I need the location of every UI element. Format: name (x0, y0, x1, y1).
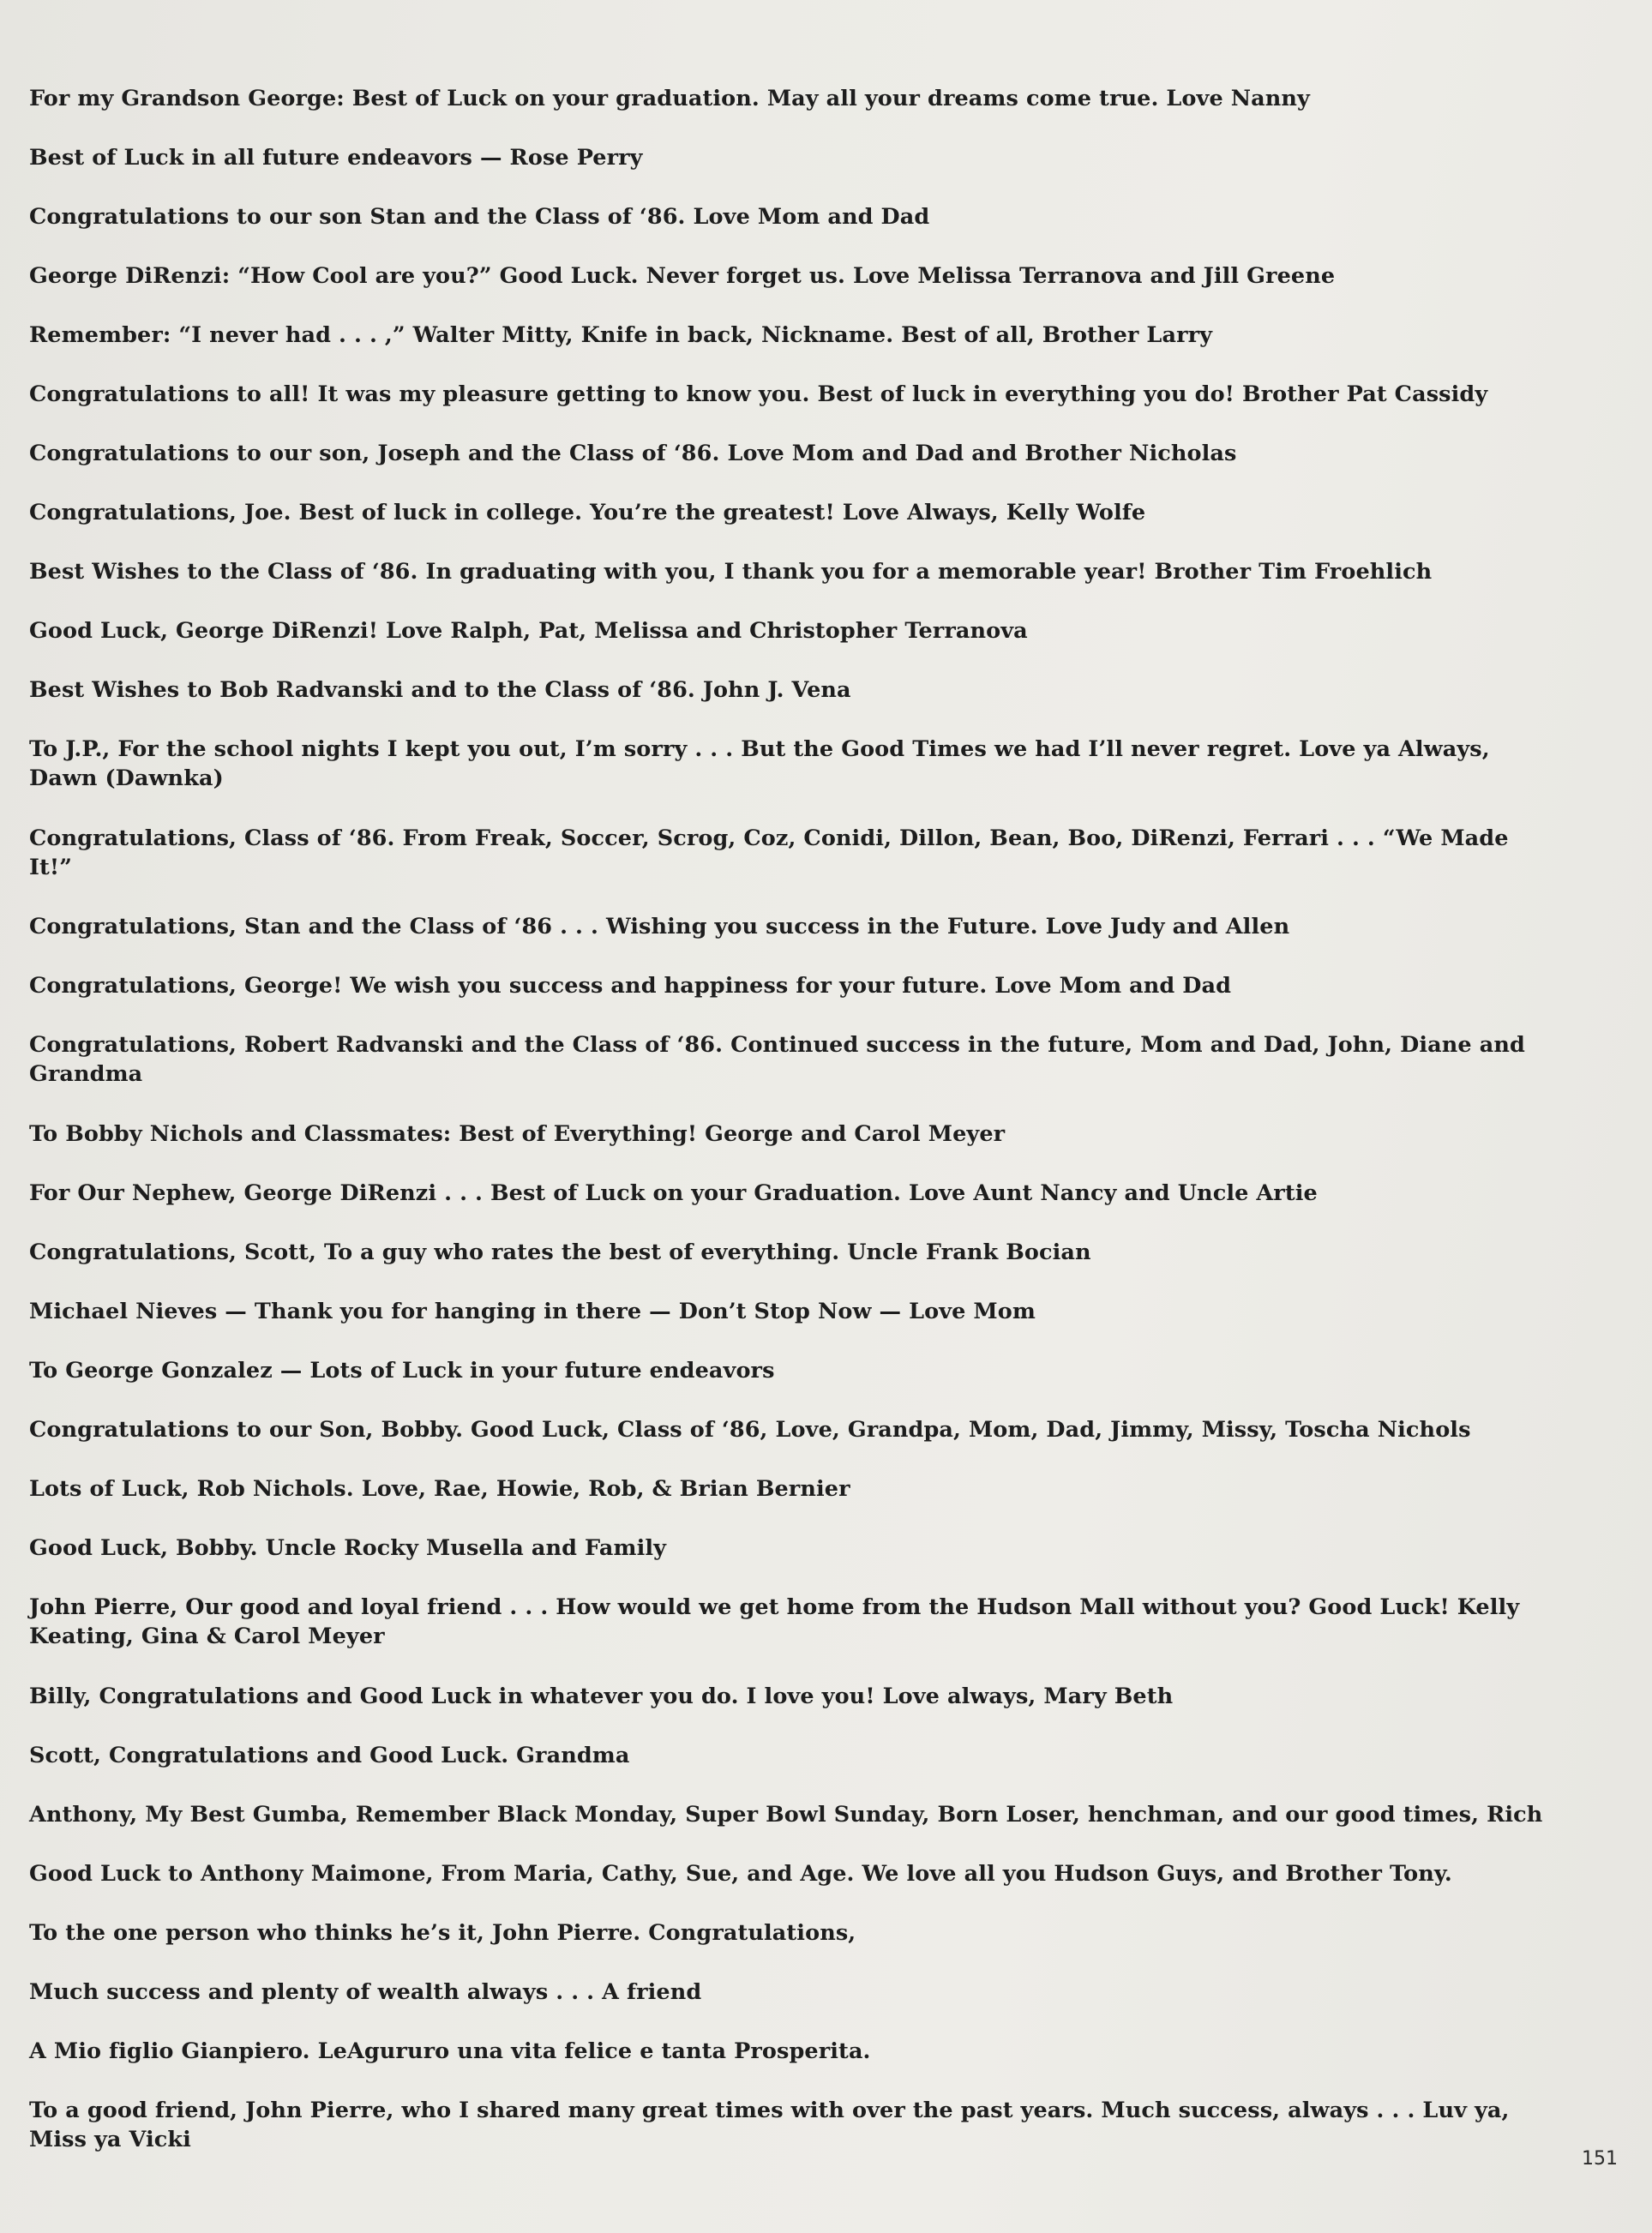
message-item: Lots of Luck, Rob Nichols. Love, Rae, Howie, Rob, & Brian Bernier (29, 1476, 850, 1502)
message-item: Congratulations, Stan and the Class of ‘86 . . . Wishing you success in the Future. Love Judy and Allen (29, 914, 1290, 939)
message-item: A Mio figlio Gianpiero. LeAgururo una vita felice e tanta Prosperita. (29, 2038, 871, 2064)
message-item: Scott, Congratulations and Good Luck. Grandma (29, 1743, 630, 1768)
message-item: John Pierre, Our good and loyal friend . . . How would we get home from the Hudson Mall without you? Good Luck! Kelly Keating, Gina & Carol Meyer (29, 1594, 1520, 1649)
message-item: To Bobby Nichols and Classmates: Best of Everything! George and Carol Meyer (29, 1121, 1006, 1147)
message-item: Much success and plenty of wealth always . . . A friend (29, 1979, 702, 2005)
message-item: Michael Nieves — Thank you for hanging in there — Don’t Stop Now — Love Mom (29, 1299, 1036, 1324)
message-item: To J.P., For the school nights I kept you out, I’m sorry . . . But the Good Times we had I’ll never regret. Love ya Always, Dawn (Dawnka) (29, 736, 1490, 791)
message-item: Congratulations, George! We wish you success and happiness for your future. Love Mom and Dad (29, 973, 1232, 999)
message-item: Good Luck to Anthony Maimone, From Maria, Cathy, Sue, and Age. We love all you Hudson Guys, and Brother Tony. (29, 1861, 1452, 1887)
message-item: To a good friend, John Pierre, who I shared many great times with over the past years. Much success, always . . . Luv ya, Miss ya Vicki (29, 2098, 1510, 2152)
message-item: Good Luck, George DiRenzi! Love Ralph, Pat, Melissa and Christopher Terranova (29, 618, 1028, 644)
message-item: Congratulations to our son, Joseph and the Class of ‘86. Love Mom and Dad and Brother Nicholas (29, 441, 1237, 466)
message-item: For my Grandson George: Best of Luck on your graduation. May all your dreams come true. Love Nanny (29, 86, 1310, 111)
message-item: Congratulations to our son Stan and the Class of ‘86. Love Mom and Dad (29, 204, 930, 230)
message-item: Congratulations, Joe. Best of luck in college. You’re the greatest! Love Always, Kelly Wolfe (29, 500, 1146, 525)
message-item: Remember: “I never had . . . ,” Walter Mitty, Knife in back, Nickname. Best of all, Brother Larry (29, 322, 1213, 348)
message-item: Best of Luck in all future endeavors — Rose Perry (29, 145, 643, 171)
message-item: Congratulations to our Son, Bobby. Good Luck, Class of ‘86, Love, Grandpa, Mom, Dad, Jimmy, Missy, Toscha Nichols (29, 1417, 1471, 1443)
message-item: Good Luck, Bobby. Uncle Rocky Musella and Family (29, 1535, 667, 1561)
message-item: For Our Nephew, George DiRenzi . . . Best of Luck on your Graduation. Love Aunt Nancy and Uncle Artie (29, 1180, 1318, 1206)
message-item: Congratulations, Class of ‘86. From Freak, Soccer, Scrog, Coz, Conidi, Dillon, Bean, Boo, DiRenzi, Ferrari . . . “We Made It!” (29, 825, 1509, 880)
message-item: Congratulations, Scott, To a guy who rates the best of everything. Uncle Frank Bocian (29, 1240, 1091, 1265)
message-item: To George Gonzalez — Lots of Luck in your future endeavors (29, 1358, 775, 1384)
message-item: To the one person who thinks he’s it, John Pierre. Congratulations, (29, 1920, 856, 1946)
message-item: Best Wishes to the Class of ‘86. In graduating with you, I thank you for a memorable year! Brother Tim Froehlich (29, 559, 1433, 585)
message-item: Congratulations to all! It was my pleasure getting to know you. Best of luck in everything you do! Brother Pat Cassidy (29, 381, 1488, 407)
message-item: George DiRenzi: “How Cool are you?” Good Luck. Never forget us. Love Melissa Terranova and Jill Greene (29, 263, 1336, 289)
message-item: Congratulations, Robert Radvanski and the Class of ‘86. Continued success in the future, Mom and Dad, John, Diane and Grandma (29, 1032, 1525, 1087)
message-item: Billy, Congratulations and Good Luck in whatever you do. I love you! Love always, Mary Beth (29, 1684, 1174, 1709)
page-number: 151 (1582, 2148, 1618, 2170)
message-list (29, 84, 1547, 2185)
message-item: Best Wishes to Bob Radvanski and to the Class of ‘86. John J. Vena (29, 677, 851, 703)
message-item: Anthony, My Best Gumba, Remember Black Monday, Super Bowl Sunday, Born Loser, henchman, and our good times, Rich (29, 1802, 1543, 1828)
